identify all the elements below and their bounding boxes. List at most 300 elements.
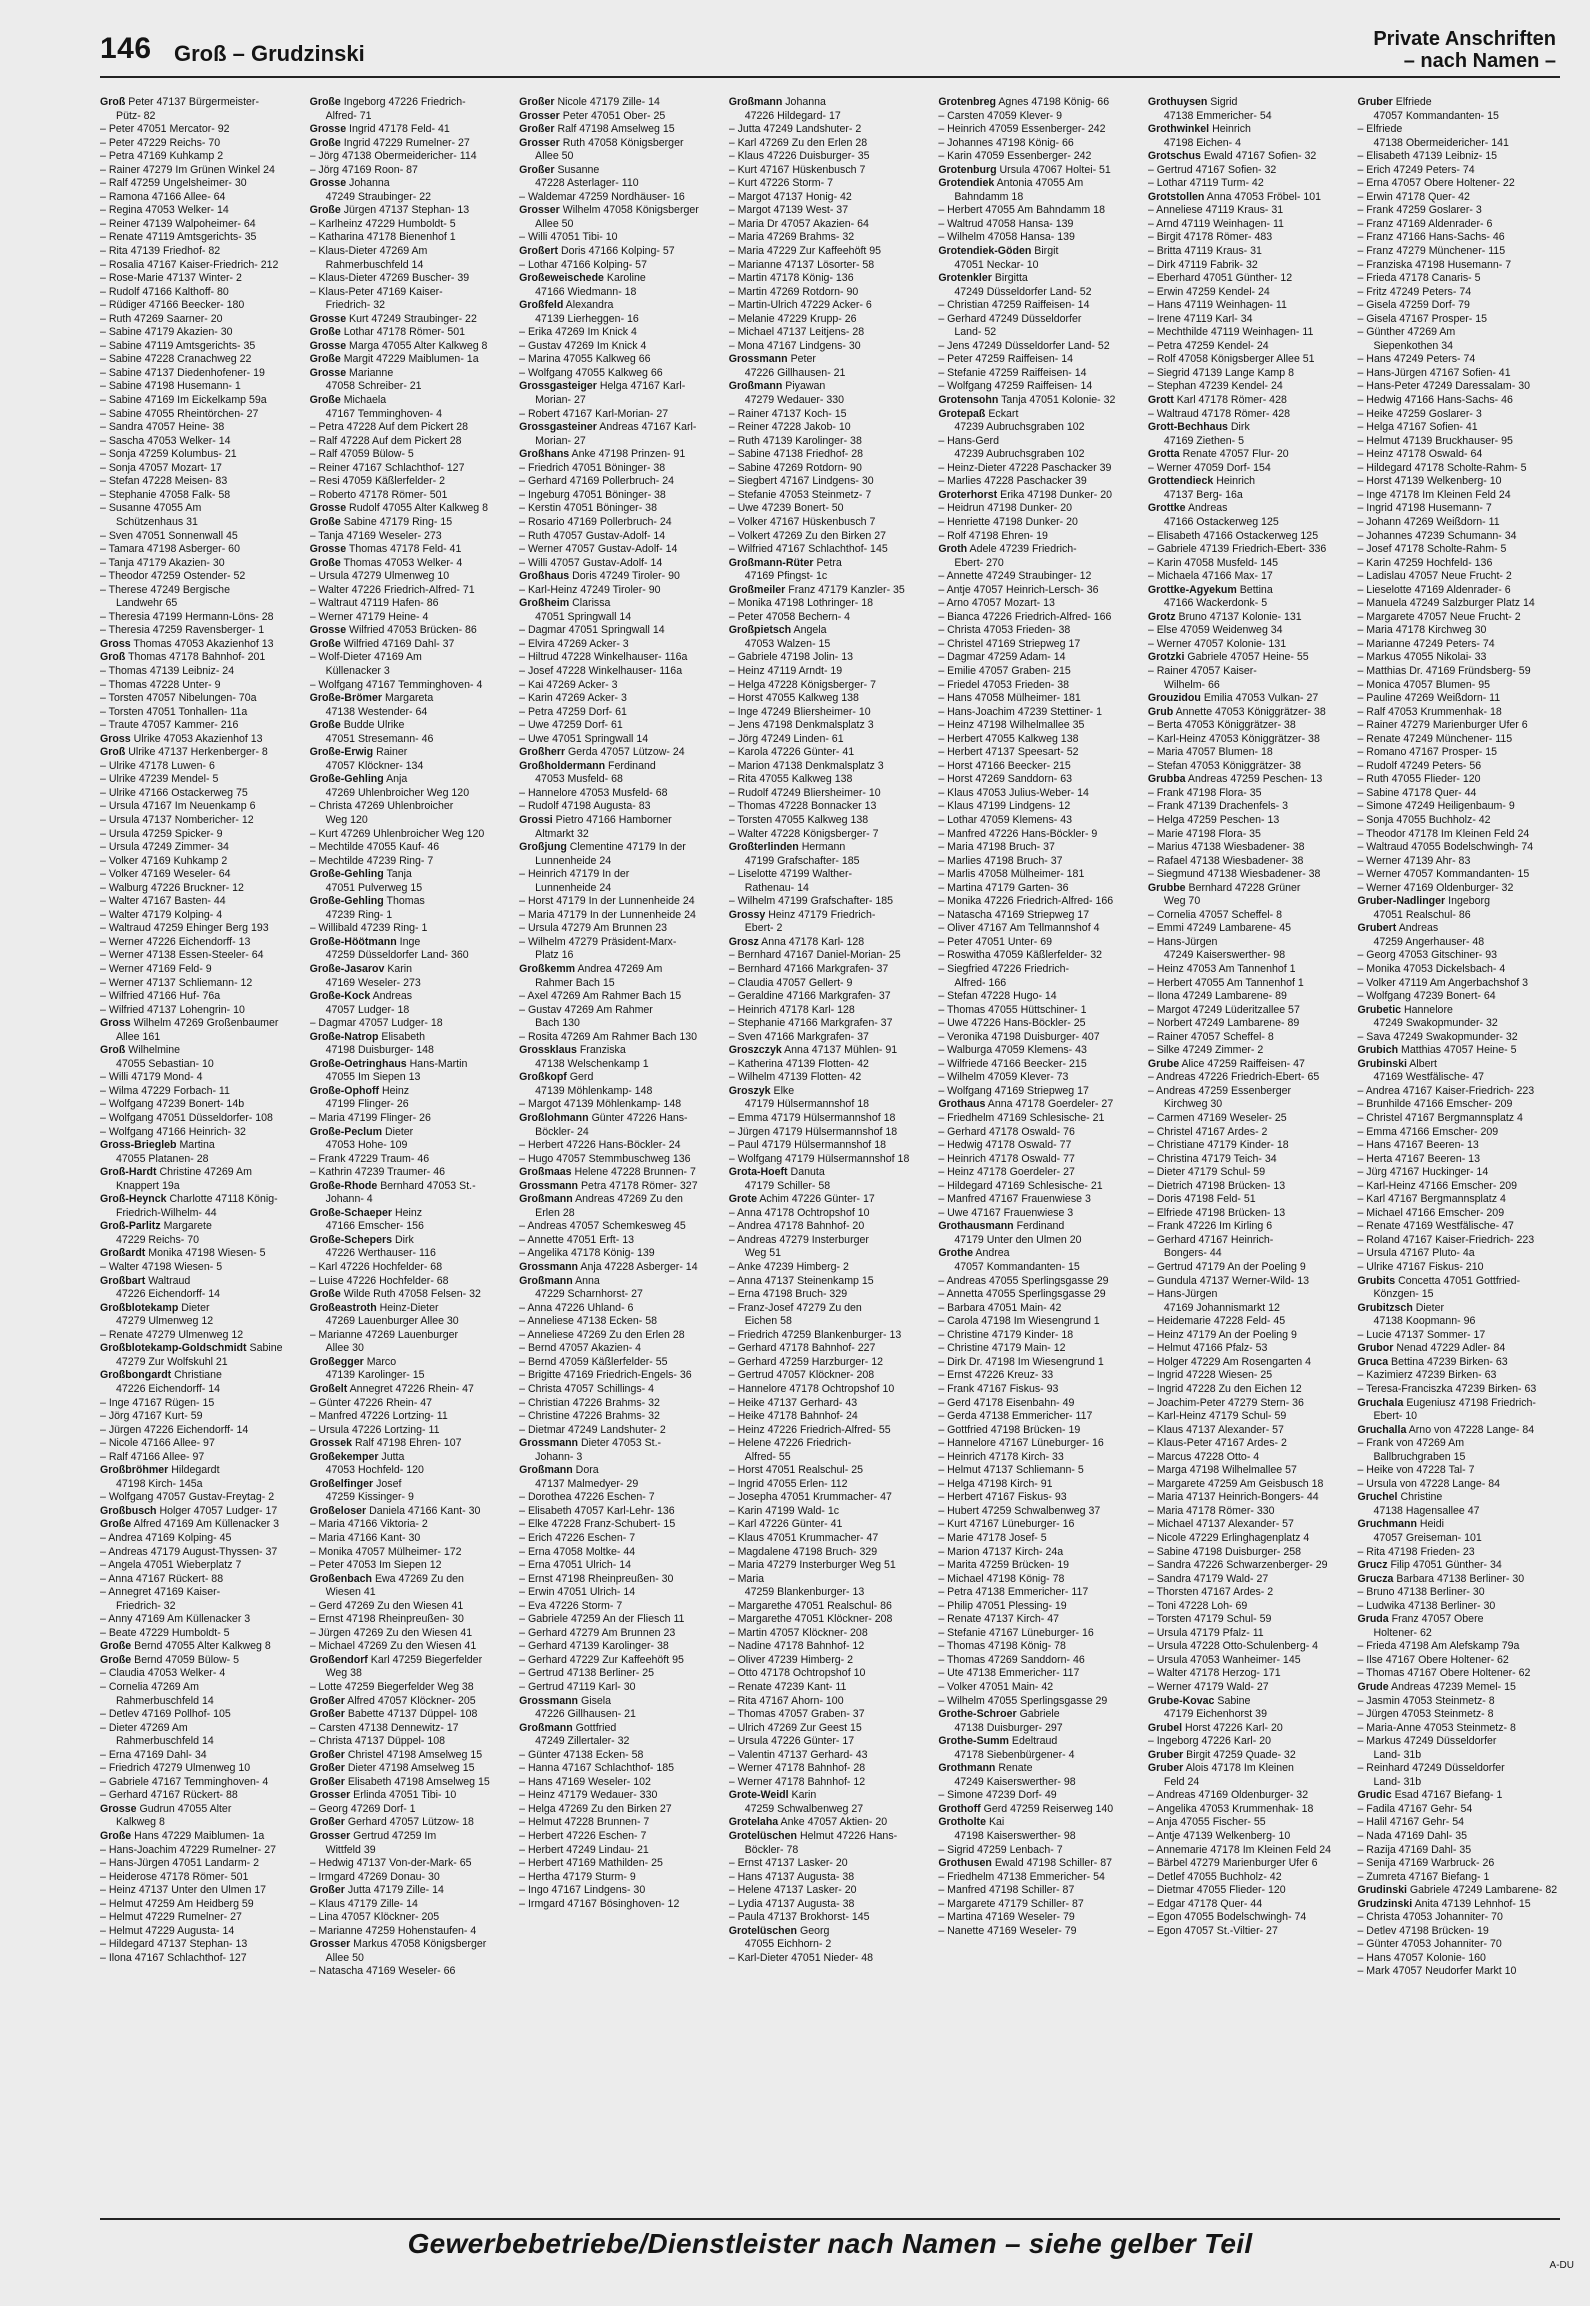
directory-entry <box>1148 1098 1351 1112</box>
directory-entry <box>729 1220 932 1234</box>
directory-entry <box>100 1342 303 1356</box>
entry-details: – Gerda 47138 Emmericher- 117 <box>938 1410 1093 1423</box>
directory-entry <box>519 1017 722 1031</box>
directory-entry <box>1148 1437 1351 1451</box>
entry-surname: Gross <box>100 732 131 745</box>
entry-details: Anna 47178 Goerdeler- 27 <box>987 1098 1114 1111</box>
directory-entry <box>729 218 932 232</box>
directory-entry <box>100 1424 303 1438</box>
directory-entry <box>1357 489 1560 503</box>
directory-entry <box>729 408 932 422</box>
entry-details: – Marion 47138 Denkmalsplatz 3 <box>728 759 884 772</box>
directory-entry <box>729 828 932 842</box>
entry-surname: Großhaus <box>519 570 570 583</box>
entry-surname: Grucz <box>1357 1559 1388 1572</box>
entry-surname: Grothoff <box>938 1802 981 1815</box>
directory-entry <box>938 1884 1141 1898</box>
directory-entry <box>729 611 932 625</box>
directory-entry <box>1357 1803 1560 1817</box>
entry-details: Tanja 47051 Kolonie- 32 <box>1001 394 1116 407</box>
entry-details: Antonia 47055 Am <box>996 177 1084 190</box>
directory-entry <box>1148 1884 1351 1898</box>
entry-details: Franz 47057 Obere <box>1391 1613 1484 1626</box>
directory-entry <box>729 1288 932 1302</box>
entry-details: Nenad 47229 Adler- 84 <box>1396 1342 1506 1355</box>
entry-details: Kalkweg 8 <box>116 1816 165 1829</box>
directory-entry <box>729 1098 932 1112</box>
entry-details: – Martina 47169 Weseler- 79 <box>938 1911 1075 1924</box>
directory-entry <box>938 800 1141 814</box>
entry-surname: Grossmann <box>519 1694 579 1707</box>
entry-details: 47249 Zillertaler- 32 <box>535 1735 630 1748</box>
entry-details: – Herbert 47226 Hans-Böckler- 24 <box>519 1139 681 1152</box>
entry-details: – Geraldine 47166 Markgrafen- 37 <box>728 990 891 1003</box>
entry-details: – Margarethe 47051 Realschul- 86 <box>728 1599 892 1612</box>
entry-details: – Klaus 47053 Julius-Weber- 14 <box>938 786 1089 799</box>
directory-entry <box>310 123 513 137</box>
entry-details: Andreas 47259 Peschen- 13 <box>1187 773 1323 786</box>
entry-surname: Grube-Kovac <box>1147 1694 1215 1707</box>
directory-entry <box>310 909 513 923</box>
directory-entry <box>310 543 513 557</box>
entry-details: – Otto 47178 Ochtropshof 10 <box>728 1667 866 1680</box>
directory-entry <box>310 1166 513 1180</box>
entry-details: Sabine <box>1217 1694 1251 1707</box>
directory-entry <box>938 1573 1141 1587</box>
entry-surname: Grota-Hoeft <box>728 1166 788 1179</box>
directory-entry <box>938 110 1141 124</box>
entry-surname: Gruber <box>1357 96 1393 108</box>
entry-details: Allee 50 <box>535 217 574 230</box>
entry-details: – Sonja 47057 Mozart- 17 <box>100 461 222 474</box>
directory-entry <box>938 679 1141 693</box>
directory-entry <box>1148 1776 1351 1790</box>
directory-entry <box>938 1315 1141 1329</box>
directory-entry <box>100 1261 303 1275</box>
entry-surname: Große <box>309 394 341 407</box>
entry-details: – Manfred 47167 Frauenwiese 3 <box>938 1193 1091 1206</box>
directory-entry <box>310 1437 513 1451</box>
entry-surname: Gross <box>100 1017 131 1030</box>
entry-details: Rahmer Bach 15 <box>535 976 615 989</box>
directory-entry <box>1148 1302 1351 1316</box>
directory-entry <box>100 1410 303 1424</box>
directory-entry <box>1357 706 1560 720</box>
directory-entry <box>310 1789 513 1803</box>
directory-entry <box>100 1004 303 1018</box>
entry-details: – Annemarie 47178 Im Kleinen Feld 24 <box>1147 1843 1332 1856</box>
directory-entry <box>1357 218 1560 232</box>
directory-entry <box>1148 1220 1351 1234</box>
entry-details: – Wolfgang 47055 Kalkweg 66 <box>519 366 663 379</box>
directory-entry <box>310 204 513 218</box>
entry-details: – Gerhard 47229 Zur Kaffeehöft 95 <box>519 1653 684 1666</box>
entry-surname: Große <box>309 204 341 217</box>
entry-surname: Grubetic <box>1357 1003 1402 1016</box>
directory-entry <box>100 1857 303 1871</box>
entry-details: – Herbert 47055 Am Tannenhof 1 <box>1147 976 1304 989</box>
directory-entry <box>100 1275 303 1289</box>
footer-divider <box>100 2218 1560 2220</box>
entry-details: – Ernst 47226 Kreuz- 33 <box>938 1369 1054 1382</box>
entry-details: Ralf 47198 Amselweg 15 <box>557 123 675 136</box>
directory-entry <box>1148 868 1351 882</box>
entry-details: Pietro 47166 Hamborner <box>555 813 672 826</box>
directory-entry <box>519 624 722 638</box>
directory-entry <box>938 1112 1141 1126</box>
directory-entry <box>729 1234 932 1248</box>
directory-entry <box>100 231 303 245</box>
directory-entry <box>729 1424 932 1438</box>
entry-details: – Detlef 47055 Buchholz- 42 <box>1147 1870 1282 1883</box>
directory-entry <box>1357 1911 1560 1925</box>
entry-details: Allee 161 <box>116 1030 161 1043</box>
entry-details: – Margot 47249 Lüderitzallee 57 <box>1147 1003 1300 1016</box>
directory-entry <box>1148 1546 1351 1560</box>
entry-details: – Dietrich 47198 Brücken- 13 <box>1147 1179 1286 1192</box>
entry-details: – Mechtilde 47239 Ring- 7 <box>309 854 434 867</box>
entry-details: Monika 47198 Wiesen- 5 <box>148 1247 266 1260</box>
entry-details: 47229 Scharnhorst- 27 <box>535 1288 643 1301</box>
entry-details: – Paul 47179 Hülsermannshof 18 <box>728 1139 886 1152</box>
entry-details: – Waltraud 47259 Ehinger Berg 193 <box>100 922 269 935</box>
directory-entry <box>1148 1288 1351 1302</box>
entry-details: – Günther 47269 Am <box>1357 326 1456 339</box>
directory-entry <box>1357 679 1560 693</box>
directory-entry <box>310 1329 513 1343</box>
entry-details: – Carola 47198 Im Wiesengrund 1 <box>938 1315 1100 1328</box>
entry-details: – Birgit 47178 Römer- 483 <box>1147 231 1273 244</box>
entry-details: – Hans 47058 Mülheimer- 181 <box>938 692 1081 705</box>
directory-entry <box>729 1017 932 1031</box>
directory-entry <box>100 1640 303 1654</box>
directory-entry <box>1357 1627 1560 1641</box>
entry-details: 47229 Reichs- 70 <box>116 1233 200 1246</box>
entry-details: – Ralf 47053 Krummenhak- 18 <box>1357 705 1502 718</box>
directory-entry <box>729 760 932 774</box>
directory-entry <box>938 1356 1141 1370</box>
entry-details: – Inge 47249 Bliersheimer- 10 <box>728 705 871 718</box>
directory-entry <box>100 1898 303 1912</box>
directory-entry <box>100 1451 303 1465</box>
entry-surname: Großer <box>309 1694 345 1707</box>
entry-details: – Robert 47167 Karl-Morian- 27 <box>519 407 669 420</box>
directory-entry <box>100 245 303 259</box>
entry-details: Susanne <box>557 163 600 176</box>
directory-entry <box>1148 110 1351 124</box>
directory-entry <box>1357 1234 1560 1248</box>
entry-details: 47138 Welschenkamp 1 <box>535 1057 649 1070</box>
entry-details: – Helmut 47229 Rumelner- 27 <box>100 1911 242 1924</box>
entry-details: Wilhelm 47058 Königsberger <box>562 204 699 217</box>
entry-details: – Martin-Ulrich 47229 Acker- 6 <box>728 299 872 312</box>
entry-details: Alfred- 55 <box>744 1450 791 1463</box>
directory-entry <box>310 218 513 232</box>
entry-details: 47178 Siebenbürgener- 4 <box>954 1748 1075 1761</box>
directory-entry <box>1148 963 1351 977</box>
entry-details: – Franz 47279 Münchener- 115 <box>1357 245 1506 258</box>
directory-entry <box>938 977 1141 991</box>
section-title <box>1373 28 1556 72</box>
entry-surname: Grubich <box>1357 1044 1399 1057</box>
directory-entry <box>310 1613 513 1627</box>
directory-entry <box>519 1816 722 1830</box>
entry-details: Friedrich- 32 <box>325 299 386 312</box>
directory-entry <box>1357 435 1560 449</box>
directory-entry <box>1357 733 1560 747</box>
entry-details: Johann- 4 <box>325 1193 373 1206</box>
directory-entry <box>519 1789 722 1803</box>
entry-details: Knappert 19a <box>116 1179 180 1192</box>
directory-entry <box>729 719 932 733</box>
entry-details: – Wolfgang 47051 Düsseldorfer- 108 <box>100 1112 273 1125</box>
directory-entry <box>1357 1884 1560 1898</box>
directory-entry <box>100 435 303 449</box>
directory-entry <box>100 1695 303 1709</box>
directory-entry <box>729 1031 932 1045</box>
entry-details: 47269 Lauenburger Allee 30 <box>325 1315 459 1328</box>
directory-entry <box>310 1193 513 1207</box>
directory-entry <box>1148 746 1351 760</box>
directory-entry <box>1148 584 1351 598</box>
entry-surname: Großeweischede <box>519 272 604 285</box>
directory-entry <box>1357 990 1560 1004</box>
directory-entry <box>310 110 513 124</box>
directory-entry <box>1357 1952 1560 1966</box>
entry-surname: Großkopf <box>519 1071 567 1084</box>
directory-entry <box>729 1437 932 1451</box>
entry-details: – Heinz 47119 Arndt- 19 <box>728 664 843 677</box>
entry-surname: Grub <box>1147 705 1174 718</box>
entry-details: 47249 Swakopmunder- 32 <box>1373 1017 1498 1030</box>
entry-details: Marianne <box>349 366 394 379</box>
entry-details: – Rainer 47279 Marienburger Ufer 6 <box>1357 719 1528 732</box>
entry-details: Anja 47228 Asberger- 14 <box>580 1261 698 1274</box>
entry-details: Ulrike 47053 Akazienhof 13 <box>133 732 263 745</box>
directory-entry <box>310 231 513 245</box>
directory-entry <box>1357 245 1560 259</box>
directory-entry <box>100 191 303 205</box>
entry-surname: Grotz <box>1147 610 1176 623</box>
entry-details: – Nanette 47169 Weseler- 79 <box>938 1924 1077 1937</box>
directory-entry <box>729 1546 932 1560</box>
directory-entry <box>938 733 1141 747</box>
directory-entry <box>938 353 1141 367</box>
directory-entry <box>1148 272 1351 286</box>
entry-details: – Volker 47169 Weseler- 64 <box>100 868 231 881</box>
entry-details: – Else 47059 Weidenweg 34 <box>1147 624 1283 637</box>
directory-entry <box>310 1275 513 1289</box>
directory-entry <box>729 841 932 855</box>
directory-entry <box>310 1139 513 1153</box>
entry-details: – Elke 47228 Franz-Schubert- 15 <box>519 1518 676 1531</box>
entry-details: – Hedwig 47178 Oswald- 77 <box>938 1139 1072 1152</box>
directory-entry <box>1357 150 1560 164</box>
directory-entry <box>938 1613 1141 1627</box>
entry-details: Kirchweg 30 <box>1163 1098 1223 1111</box>
entry-details: Sigrid <box>1210 96 1238 108</box>
entry-details: – Wolfgang 47167 Temminghoven- 4 <box>309 678 483 691</box>
entry-details: – Helmut 47228 Brunnen- 7 <box>519 1816 650 1829</box>
directory-entry <box>938 1193 1141 1207</box>
entry-details: – Romano 47167 Prosper- 15 <box>1357 746 1498 759</box>
directory-entry <box>1148 597 1351 611</box>
entry-details: – Regina 47053 Welker- 14 <box>100 204 229 217</box>
entry-details: – Monika 47198 Lothringer- 18 <box>728 597 874 610</box>
entry-details: Gertrud 47259 Im <box>353 1830 437 1842</box>
entry-details: – Wolfgang 47166 Heinrich- 32 <box>100 1125 246 1138</box>
directory-entry <box>519 651 722 665</box>
entry-details: – Thomas 47228 Unter- 9 <box>100 678 221 691</box>
entry-details: – Markus 47249 Düsseldorfer <box>1357 1735 1497 1748</box>
directory-entry <box>938 1397 1141 1411</box>
entry-details: 47259 Blankenburger- 13 <box>744 1586 865 1599</box>
directory-entry <box>310 1261 513 1275</box>
directory-entry <box>729 1329 932 1343</box>
directory-entry <box>310 1884 513 1898</box>
directory-entry <box>1357 1288 1560 1302</box>
directory-entry <box>310 1085 513 1099</box>
directory-entry <box>100 841 303 855</box>
directory-entry <box>100 1667 303 1681</box>
entry-details: – Hans 47137 Augusta- 38 <box>728 1870 855 1883</box>
directory-entry <box>310 787 513 801</box>
entry-surname: Große <box>100 1640 132 1653</box>
directory-entry <box>310 1518 513 1532</box>
entry-details: – Resi 47059 Käßlerfelder- 2 <box>309 475 446 488</box>
entry-details: Bettina 47239 Birken- 63 <box>1391 1355 1508 1368</box>
entry-details: – Uwe 47239 Bonert- 50 <box>728 502 844 515</box>
directory-entry <box>519 1762 722 1776</box>
entry-details: – Zumreta 47167 Biefang- 1 <box>1357 1870 1490 1883</box>
directory-entry <box>1148 394 1351 408</box>
entry-details: – Horst 47179 In der Lunnenheide 24 <box>519 895 695 908</box>
directory-entry <box>938 963 1141 977</box>
entry-details: Hans 47229 Maiblumen- 1a <box>134 1830 265 1842</box>
entry-details: Heinz 47179 Friedrich- <box>768 908 876 921</box>
directory-entry <box>100 1085 303 1099</box>
entry-details: – Wilfried 47137 Lohengrin- 10 <box>100 1003 245 1016</box>
directory-entry <box>1148 1735 1351 1749</box>
entry-details: Doris 47249 Tiroler- 90 <box>572 570 680 583</box>
entry-details: 47057 Klöckner- 134 <box>325 759 424 772</box>
directory-entry <box>729 1952 932 1966</box>
entry-details: – Gustav 47269 Am Rahmer <box>519 1003 653 1016</box>
entry-details: 47198 Kirch- 145a <box>116 1477 203 1490</box>
entry-details: – Marianne 47269 Lauenburger <box>309 1328 459 1341</box>
entry-details: – Cornelia 47057 Scheffel- 8 <box>1147 908 1282 921</box>
directory-entry <box>1357 1871 1560 1885</box>
directory-entry <box>1148 1695 1351 1709</box>
entry-details: – Günter 47226 Rhein- 47 <box>309 1396 433 1409</box>
entry-surname: Großenbach <box>309 1572 372 1585</box>
entry-details: – Andrea 47169 Kolping- 45 <box>100 1531 232 1544</box>
entry-surname: Grothwinkel <box>1147 123 1210 136</box>
entry-details: – Holger 47229 Am Rosengarten 4 <box>1147 1355 1312 1368</box>
directory-entry <box>1357 882 1560 896</box>
directory-entry <box>1148 380 1351 394</box>
directory-entry <box>519 679 722 693</box>
entry-details: 47279 Zur Wolfskuhl 21 <box>116 1355 228 1368</box>
entry-details: 47139 Karolinger- 15 <box>325 1369 425 1382</box>
directory-entry <box>100 570 303 584</box>
directory-entry <box>100 218 303 232</box>
directory-entry <box>310 1844 513 1858</box>
entry-details: Morian- 27 <box>535 394 586 407</box>
entry-details: Bettina <box>1239 583 1273 596</box>
entry-details: – Friedhelm 47138 Emmericher- 54 <box>938 1870 1105 1883</box>
entry-details: 47055 Platanen- 28 <box>116 1152 209 1165</box>
directory-entry <box>729 1871 932 1885</box>
entry-details: 47057 Greiseman- 101 <box>1373 1531 1482 1544</box>
entry-details: 47139 Lierheggen- 16 <box>535 312 639 325</box>
directory-entry <box>938 1342 1141 1356</box>
entry-details: 47138 Westender- 64 <box>325 705 428 718</box>
directory-entry <box>519 611 722 625</box>
entry-details: – Heike 47259 Goslarer- 3 <box>1357 407 1482 420</box>
directory-entry <box>519 1180 722 1194</box>
entry-surname: Grotelüschen <box>728 1830 798 1842</box>
directory-entry <box>1148 137 1351 151</box>
entry-details: – Frieda 47198 Am Alefskamp 79a <box>1357 1640 1520 1653</box>
directory-entry <box>519 340 722 354</box>
directory-entry <box>1148 1816 1351 1830</box>
entry-details: – Andreas 47057 Schemkesweg 45 <box>519 1220 686 1233</box>
directory-entry <box>310 597 513 611</box>
entry-surname: Große-Erwig <box>309 746 374 759</box>
directory-entry <box>729 259 932 273</box>
entry-details: – Walburg 47226 Bruckner- 12 <box>100 881 244 894</box>
entry-details: 47198 Duisburger- 148 <box>325 1044 434 1057</box>
directory-entry <box>100 1193 303 1207</box>
entry-details: – Hiltrud 47228 Winkelhauser- 116a <box>519 651 688 664</box>
directory-entry <box>1357 1532 1560 1546</box>
entry-details: – Veronika 47198 Duisburger- 407 <box>938 1030 1100 1043</box>
directory-entry <box>100 1383 303 1397</box>
entry-details: Thomas <box>386 895 425 908</box>
directory-entry <box>100 1559 303 1573</box>
entry-details: – Karin 47059 Essenberger- 242 <box>938 150 1092 163</box>
entry-details: – Markus 47055 Nikolai- 33 <box>1357 651 1487 664</box>
entry-details: – Horst 47051 Realschul- 25 <box>728 1464 863 1477</box>
directory-entry <box>1148 1166 1351 1180</box>
directory-entry <box>519 530 722 544</box>
entry-surname: Große <box>309 719 341 732</box>
entry-details: Küllenacker 3 <box>325 664 390 677</box>
entry-details: Doris 47166 Kolping- 57 <box>560 245 675 258</box>
entry-details: Franz 47179 Kanzler- 35 <box>788 583 905 596</box>
entry-details: – Angelika 47053 Krummenhak- 18 <box>1147 1802 1314 1815</box>
entry-details: – Peter 47051 Unter- 69 <box>938 935 1052 948</box>
directory-entry <box>310 272 513 286</box>
directory-entry <box>310 286 513 300</box>
entry-details: – Herbert 47137 Speesart- 52 <box>938 746 1079 759</box>
entry-details: – Anneliese 47269 Zu den Erlen 28 <box>519 1328 685 1341</box>
entry-details: Land- 31b <box>1373 1748 1422 1761</box>
entry-details: Feld 24 <box>1163 1775 1200 1788</box>
directory-entry <box>938 1424 1141 1438</box>
directory-entry <box>729 1302 932 1316</box>
directory-entry <box>729 977 932 991</box>
directory-entry <box>310 1071 513 1085</box>
entry-details: – Sven 47166 Markgrafen- 37 <box>728 1030 869 1043</box>
entry-surname: Grosser <box>309 1830 351 1842</box>
directory-entry <box>1357 977 1560 991</box>
entry-details: – Elfriede <box>1357 123 1403 136</box>
directory-column <box>729 96 932 2214</box>
directory-entry <box>100 475 303 489</box>
entry-details: Dieter <box>1415 1301 1445 1314</box>
